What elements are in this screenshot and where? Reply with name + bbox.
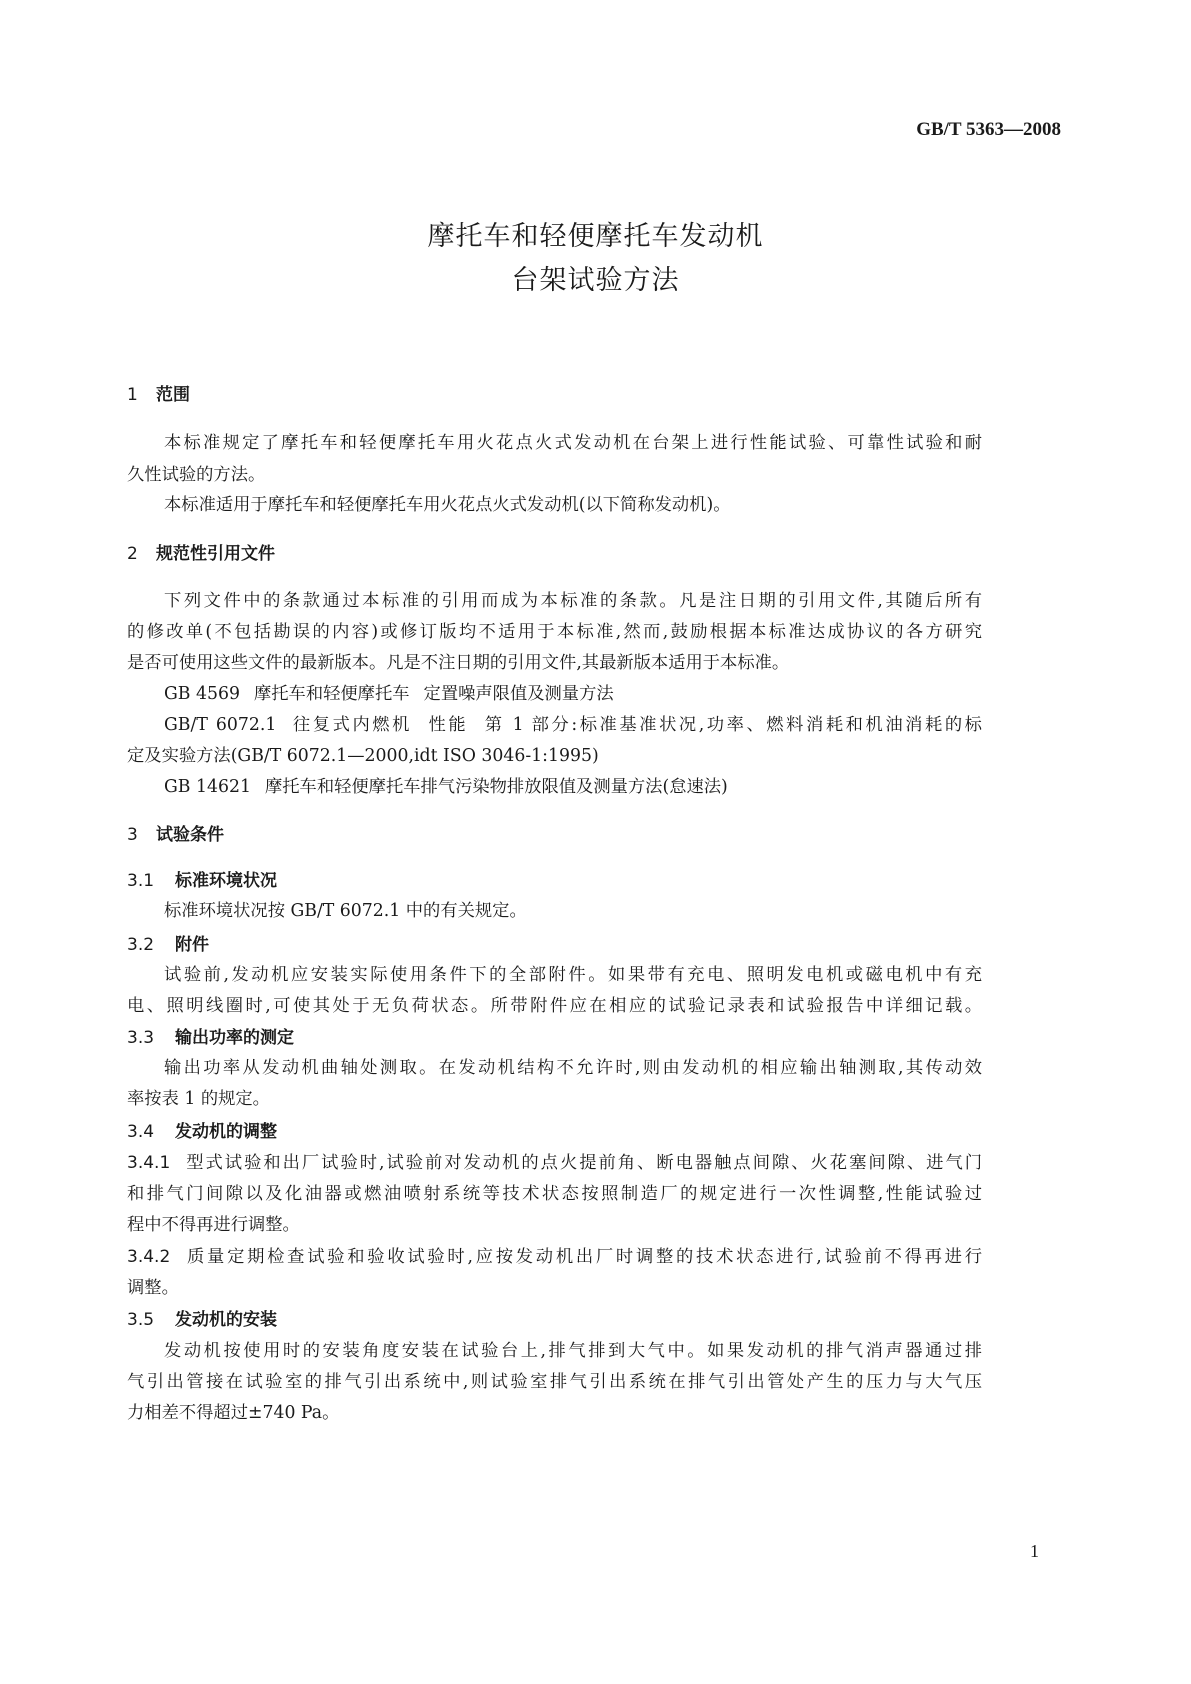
reference-gbt6072-line1 [164, 710, 982, 735]
subsection-3-3-heading [127, 1023, 294, 1048]
reference-gb14621 [164, 772, 728, 797]
section-1-heading [127, 380, 190, 405]
section-title: 附件 [175, 935, 209, 955]
document-title-line2: 台架试验方法 [511, 265, 680, 296]
section-title: 发动机的调整 [175, 1122, 277, 1142]
s2-para1-line1: 下列文件中的条款通过本标准的引用而成为本标准的条款。凡是注日期的引用文件,其随后所有 [164, 591, 982, 611]
section-title: 标准环境状况 [175, 871, 277, 891]
section-2-heading [127, 539, 275, 564]
s1-para2: 本标准适用于摩托车和轻便摩托车用火花点火式发动机(以下简称发动机)。 [164, 495, 731, 515]
section-title: 范围 [156, 385, 190, 405]
section-title: 输出功率的测定 [175, 1028, 294, 1048]
reference-title-part: 摩托车和轻便摩托车排气污染物排放限值及测量方法(怠速法) [264, 777, 728, 797]
s342-line1 [127, 1242, 982, 1267]
clause-number: 3.4.1 [127, 1153, 171, 1173]
section-number: 2 [127, 544, 138, 564]
subsection-3-1-heading [127, 866, 277, 891]
section-number: 3.1 [127, 871, 155, 891]
s1-para1-line1: 本标准规定了摩托车和轻便摩托车用火花点火式发动机在台架上进行性能试验、可靠性试验和耐 [164, 433, 982, 453]
s341-line2: 和排气门间隙以及化油器或燃油喷射系统等技术状态按照制造厂的规定进行一次性调整,性能试验过 [127, 1184, 982, 1204]
subsection-3-2-heading [127, 930, 209, 955]
s35-line1: 发动机按使用时的安装角度安装在试验台上,排气排到大气中。如果发动机的排气消声器通过排 [164, 1341, 982, 1361]
s342-line2: 调整。 [127, 1278, 179, 1298]
section-3-heading [127, 820, 224, 845]
reference-code: GB/T 6072.1 [164, 715, 277, 735]
standard-code: GB/T 5363—2008 [916, 119, 1061, 140]
s35-line2: 气引出管接在试验室的排气引出系统中,则试验室排气引出系统在排气引出管处产生的压力与大气压 [127, 1372, 982, 1392]
section-title: 规范性引用文件 [156, 544, 275, 564]
section-title: 试验条件 [156, 825, 224, 845]
reference-gb4569 [164, 679, 614, 704]
s33-line1: 输出功率从发动机曲轴处测取。在发动机结构不允许时,则由发动机的相应输出轴测取,其传动效 [164, 1058, 982, 1078]
s32-line1: 试验前,发动机应安装实际使用条件下的全部附件。如果带有充电、照明发电机或磁电机中有充 [164, 965, 982, 985]
section-number: 3.2 [127, 935, 155, 955]
document-title-line1: 摩托车和轻便摩托车发动机 [427, 221, 764, 252]
page-number: 1 [1030, 1541, 1039, 1561]
section-number: 1 [127, 385, 138, 405]
reference-title-part: 性能 [425, 715, 469, 735]
section-number: 3.5 [127, 1310, 155, 1330]
s32-line2: 电、照明线圈时,可使其处于无负荷状态。所带附件应在相应的试验记录表和试验报告中详细记载。 [127, 996, 982, 1016]
clause-text: 型式试验和出厂试验时,试验前对发动机的点火提前角、断电器触点间隙、火花塞间隙、进气门 [184, 1153, 982, 1173]
reference-title-part: 摩托车和轻便摩托车 [253, 684, 410, 704]
reference-title-part: 定置噪声限值及测量方法 [423, 684, 614, 704]
reference-title-part: 第 1 部分:标准基准状况,功率、燃料消耗和机油消耗的标 [482, 715, 982, 735]
s35-line3: 力相差不得超过±740 Pa。 [127, 1403, 340, 1423]
section-title: 发动机的安装 [175, 1310, 277, 1330]
section-number: 3.3 [127, 1028, 155, 1048]
s1-para1-line2: 久性试验的方法。 [127, 465, 266, 485]
subsection-3-4-heading [127, 1117, 277, 1142]
reference-gbt6072-line2: 定及实验方法(GB/T 6072.1—2000,idt ISO 3046-1:1995) [127, 746, 599, 766]
section-number: 3 [127, 825, 138, 845]
s33-line2: 率按表 1 的规定。 [127, 1089, 270, 1109]
clause-text: 质量定期检查试验和验收试验时,应按发动机出厂时调整的技术状态进行,试验前不得再进行 [184, 1247, 982, 1267]
reference-title-part: 往复式内燃机 [290, 715, 412, 735]
reference-code: GB 14621 [164, 777, 251, 797]
s2-para1-line2: 的修改单(不包括勘误的内容)或修订版均不适用于本标准,然而,鼓励根据本标准达成协议的各方研究 [127, 622, 982, 642]
s341-line1 [127, 1148, 982, 1173]
s341-line3: 程中不得再进行调整。 [127, 1215, 300, 1235]
reference-code: GB 4569 [164, 684, 240, 704]
clause-number: 3.4.2 [127, 1247, 171, 1267]
s31-para: 标准环境状况按 GB/T 6072.1 中的有关规定。 [164, 901, 527, 921]
s2-para1-line3: 是否可使用这些文件的最新版本。凡是不注日期的引用文件,其最新版本适用于本标准。 [127, 653, 790, 673]
subsection-3-5-heading [127, 1305, 277, 1330]
section-number: 3.4 [127, 1122, 155, 1142]
